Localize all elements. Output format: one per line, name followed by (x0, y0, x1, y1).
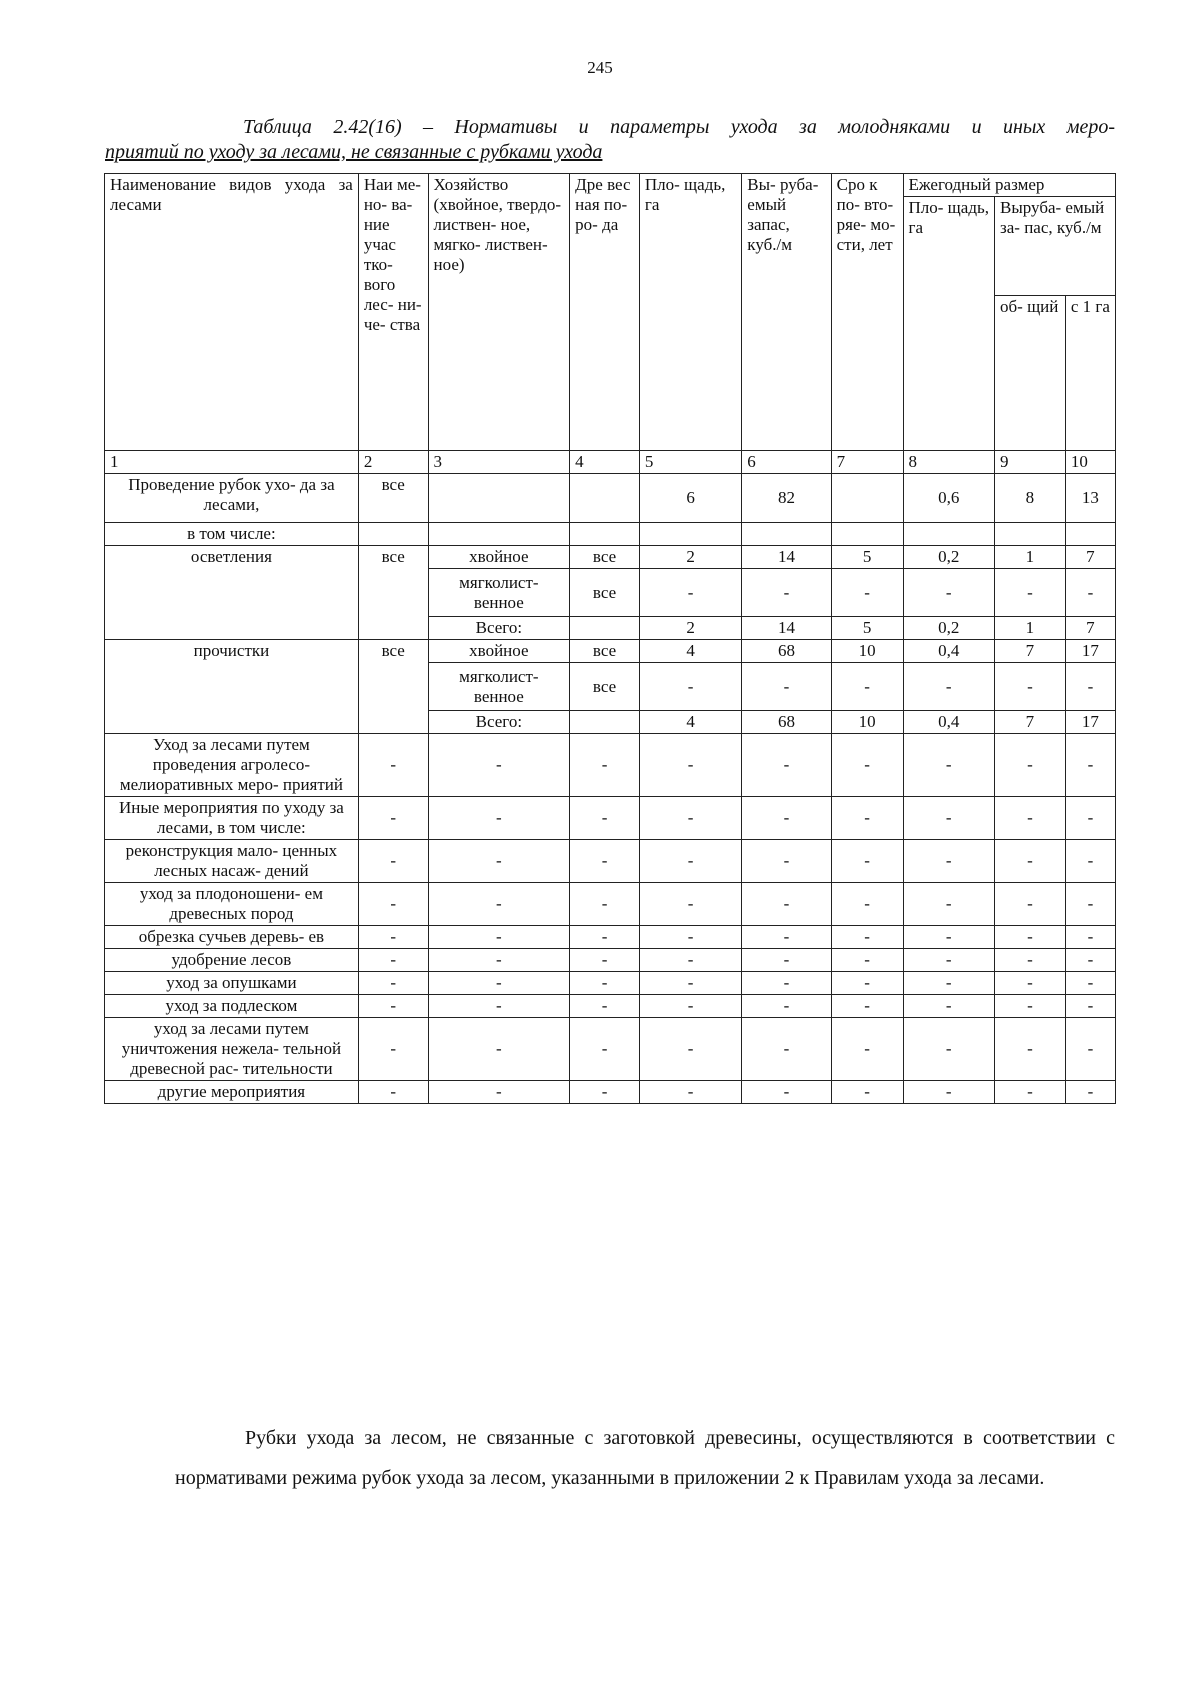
table-row (105, 1018, 1116, 1081)
cell-dash: - (742, 734, 831, 797)
row-name: Уход за лесами путем проведения агролесо- мелиоративных меро- приятий (105, 734, 359, 797)
cell-total: - (995, 663, 1066, 711)
cell-dash: - (831, 926, 903, 949)
index-cell: 1 (105, 451, 359, 474)
cell-annual-area: - (903, 663, 995, 711)
cell-per-ha: 17 (1065, 711, 1115, 734)
cell-dash: - (428, 1081, 570, 1104)
cell-volume: 68 (742, 711, 831, 734)
cell-dash: - (742, 949, 831, 972)
cell-total: 7 (995, 640, 1066, 663)
row-name: Иные мероприятия по уходу за лесами, в том числе: (105, 797, 359, 840)
cell-area: 2 (639, 546, 741, 569)
cell-species: все (570, 640, 640, 663)
cell-dash: - (831, 949, 903, 972)
cell-dash: - (995, 734, 1066, 797)
cell-dash: - (358, 1018, 428, 1081)
cell-dash: - (1065, 1018, 1115, 1081)
cell-annual-area: 0,4 (903, 711, 995, 734)
cell-period: 5 (831, 617, 903, 640)
cell-dash: - (1065, 840, 1115, 883)
cell-dash: - (995, 995, 1066, 1018)
cell-dash: - (570, 1018, 640, 1081)
cell-dash: - (831, 972, 903, 995)
cell-dash: - (831, 734, 903, 797)
index-cell: 2 (358, 451, 428, 474)
cell-dash: - (995, 926, 1066, 949)
norms-table (104, 173, 1116, 1104)
cell-dash: - (358, 995, 428, 1018)
row-name: прочистки (105, 640, 359, 734)
cell-dash: - (831, 797, 903, 840)
cell-total: 8 (995, 474, 1066, 523)
cell-total: 1 (995, 617, 1066, 640)
cell-plot: все (358, 546, 428, 640)
cell-dash: - (639, 995, 741, 1018)
paragraph-text: Рубки ухода за лесом, не связанные с заготовкой древесины, осуществляются в соответствии с нормативами режима рубок ухода за лесом, указанными в приложении 2 к Правилам ухода за лесами. (175, 1427, 1115, 1489)
index-row (105, 451, 1116, 474)
cell-dash: - (428, 926, 570, 949)
cell-dash: - (995, 840, 1066, 883)
cell-dash: - (831, 883, 903, 926)
cell-dash: - (570, 972, 640, 995)
cell-per-ha: 13 (1065, 474, 1115, 523)
table-row (105, 995, 1116, 1018)
cell-dash: - (428, 840, 570, 883)
cell-dash: - (1065, 949, 1115, 972)
cell-dash: - (570, 995, 640, 1018)
cell-dash: - (1065, 734, 1115, 797)
row-name: уход за лесами путем уничтожения нежела- тельной древесной рас- тительности (105, 1018, 359, 1081)
cell-total: 1 (995, 546, 1066, 569)
cell-dash: - (903, 797, 995, 840)
row-name: удобрение лесов (105, 949, 359, 972)
header-total: об- щий (995, 296, 1066, 451)
cell-period: - (831, 663, 903, 711)
cell-farm: Всего: (428, 617, 570, 640)
cell-annual-area: 0,6 (903, 474, 995, 523)
cell-area: 4 (639, 711, 741, 734)
cell-dash: - (428, 995, 570, 1018)
cell-dash: - (742, 995, 831, 1018)
row-name: уход за плодоношени- ем древесных пород (105, 883, 359, 926)
table-row (105, 972, 1116, 995)
cell-area: - (639, 663, 741, 711)
row-name: в том числе: (105, 523, 359, 546)
cell-empty (428, 474, 570, 523)
cell-area: 4 (639, 640, 741, 663)
cell-volume: - (742, 569, 831, 617)
cell-dash: - (995, 1018, 1066, 1081)
cell-species: все (570, 569, 640, 617)
header-period: Сро к по- вто- ряе- мо- сти, лет (831, 174, 903, 451)
cell-area: 6 (639, 474, 741, 523)
table-row (105, 523, 1116, 546)
cell-dash: - (831, 840, 903, 883)
cell-species: все (570, 663, 640, 711)
header-annual-area: Пло- щадь, га (903, 197, 995, 451)
cell-area: - (639, 569, 741, 617)
cell-farm: Всего: (428, 711, 570, 734)
cell-empty (831, 474, 903, 523)
table-row (105, 1081, 1116, 1104)
cell-dash: - (995, 949, 1066, 972)
row-name: уход за опушками (105, 972, 359, 995)
cell-farm: мягколист- венное (428, 663, 570, 711)
cell-dash: - (831, 995, 903, 1018)
row-name: Проведение рубок ухо- да за лесами, (105, 474, 359, 523)
cell-dash: - (995, 972, 1066, 995)
header-volume: Вы- руба- емый запас, куб./м (742, 174, 831, 451)
cell-dash: - (903, 734, 995, 797)
index-cell: 9 (995, 451, 1066, 474)
cell-farm: хвойное (428, 640, 570, 663)
header-name: Наименование видов ухода за лесами (105, 174, 359, 451)
index-cell: 6 (742, 451, 831, 474)
body-paragraph (175, 1418, 1115, 1498)
cell-dash: - (1065, 883, 1115, 926)
header-farm: Хозяйство (хвойное, твердо- листвен- ное, мягко- листвен- ное) (428, 174, 570, 451)
cell-annual-area: 0,4 (903, 640, 995, 663)
cell-annual-area: 0,2 (903, 546, 995, 569)
cell-dash: - (742, 797, 831, 840)
index-cell: 10 (1065, 451, 1115, 474)
cell-dash: - (570, 734, 640, 797)
cell-plot: все (358, 474, 428, 523)
header-area: Пло- щадь, га (639, 174, 741, 451)
page-number: 245 (587, 58, 613, 77)
cell-dash: - (570, 840, 640, 883)
cell-dash: - (903, 949, 995, 972)
cell-dash: - (903, 1018, 995, 1081)
cell-dash: - (639, 1018, 741, 1081)
cell-dash: - (358, 949, 428, 972)
cell-dash: - (358, 883, 428, 926)
cell-dash: - (570, 1081, 640, 1104)
cell-dash: - (358, 1081, 428, 1104)
table-row (105, 640, 1116, 663)
cell-dash: - (358, 840, 428, 883)
cell-dash: - (428, 1018, 570, 1081)
table-row (105, 797, 1116, 840)
cell-dash: - (742, 883, 831, 926)
cell-dash: - (358, 972, 428, 995)
cell-dash: - (1065, 797, 1115, 840)
cell-area: 2 (639, 617, 741, 640)
cell-total: 7 (995, 711, 1066, 734)
index-cell: 7 (831, 451, 903, 474)
cell-dash: - (358, 734, 428, 797)
cell-volume: 14 (742, 617, 831, 640)
cell-dash: - (358, 797, 428, 840)
index-cell: 3 (428, 451, 570, 474)
row-name: осветления (105, 546, 359, 640)
cell-dash: - (639, 883, 741, 926)
cell-dash: - (831, 1081, 903, 1104)
cell-dash: - (1065, 926, 1115, 949)
cell-dash: - (995, 1081, 1066, 1104)
cell-period: 10 (831, 640, 903, 663)
cell-annual-area: - (903, 569, 995, 617)
row-name: реконструкция мало- ценных лесных насаж- дений (105, 840, 359, 883)
cell-dash: - (903, 883, 995, 926)
table-row (105, 840, 1116, 883)
cell-dash: - (570, 949, 640, 972)
cell-dash: - (428, 949, 570, 972)
header-species: Дре вес ная по- ро- да (570, 174, 640, 451)
cell-dash: - (639, 949, 741, 972)
cell-dash: - (742, 1081, 831, 1104)
cell-dash: - (639, 1081, 741, 1104)
cell-dash: - (428, 972, 570, 995)
row-name: другие мероприятия (105, 1081, 359, 1104)
header-plot: Наи ме- но- ва- ние учас тко- вого лес- ни- че- ства (358, 174, 428, 451)
cell-dash: - (639, 797, 741, 840)
cell-dash: - (570, 797, 640, 840)
cell-dash: - (1065, 1081, 1115, 1104)
cell-dash: - (995, 883, 1066, 926)
row-name: уход за подлеском (105, 995, 359, 1018)
cell-dash: - (903, 995, 995, 1018)
table-row (105, 474, 1116, 523)
table-row (105, 926, 1116, 949)
cell-per-ha: 17 (1065, 640, 1115, 663)
row-name: обрезка сучьев деревь- ев (105, 926, 359, 949)
cell-volume: 14 (742, 546, 831, 569)
cell-per-ha: 7 (1065, 617, 1115, 640)
cell-dash: - (428, 883, 570, 926)
cell-dash: - (358, 926, 428, 949)
cell-total: - (995, 569, 1066, 617)
cell-plot: все (358, 640, 428, 734)
header-annual-volume: Выруба- емый за- пас, куб./м (995, 197, 1116, 296)
table-row (105, 734, 1116, 797)
cell-dash: - (639, 734, 741, 797)
cell-per-ha: - (1065, 663, 1115, 711)
index-cell: 8 (903, 451, 995, 474)
header-row-1 (105, 174, 1116, 197)
cell-dash: - (903, 926, 995, 949)
cell-species: все (570, 546, 640, 569)
cell-dash: - (742, 972, 831, 995)
cell-dash: - (639, 972, 741, 995)
cell-dash: - (1065, 972, 1115, 995)
cell-dash: - (742, 1018, 831, 1081)
cell-period: 10 (831, 711, 903, 734)
index-cell: 4 (570, 451, 640, 474)
cell-dash: - (639, 926, 741, 949)
cell-volume: 68 (742, 640, 831, 663)
cell-period: 5 (831, 546, 903, 569)
caption-line-1: Таблица 2.42(16) – Нормативы и параметры ухода за молодняками и иных меро- (243, 116, 1115, 138)
cell-dash: - (831, 1018, 903, 1081)
cell-dash: - (1065, 995, 1115, 1018)
cell-dash: - (428, 797, 570, 840)
header-annual: Ежегодный размер (903, 174, 1115, 197)
cell-dash: - (903, 1081, 995, 1104)
cell-species (570, 617, 640, 640)
cell-per-ha: 7 (1065, 546, 1115, 569)
cell-volume: 82 (742, 474, 831, 523)
header-per-ha: с 1 га (1065, 296, 1115, 451)
table-row (105, 949, 1116, 972)
cell-dash: - (428, 734, 570, 797)
cell-farm: хвойное (428, 546, 570, 569)
cell-farm: мягколист- венное (428, 569, 570, 617)
cell-dash: - (903, 840, 995, 883)
cell-dash: - (570, 883, 640, 926)
cell-dash: - (639, 840, 741, 883)
cell-volume: - (742, 663, 831, 711)
cell-empty (570, 474, 640, 523)
cell-dash: - (742, 926, 831, 949)
cell-dash: - (570, 926, 640, 949)
table-caption (105, 115, 1115, 165)
cell-period: - (831, 569, 903, 617)
cell-annual-area: 0,2 (903, 617, 995, 640)
cell-species (570, 711, 640, 734)
table-row (105, 883, 1116, 926)
cell-per-ha: - (1065, 569, 1115, 617)
cell-dash: - (742, 840, 831, 883)
caption-line-2: приятий по уходу за лесами, не связанные с рубками ухода (105, 141, 603, 163)
index-cell: 5 (639, 451, 741, 474)
cell-dash: - (995, 797, 1066, 840)
table-row (105, 546, 1116, 569)
cell-dash: - (903, 972, 995, 995)
